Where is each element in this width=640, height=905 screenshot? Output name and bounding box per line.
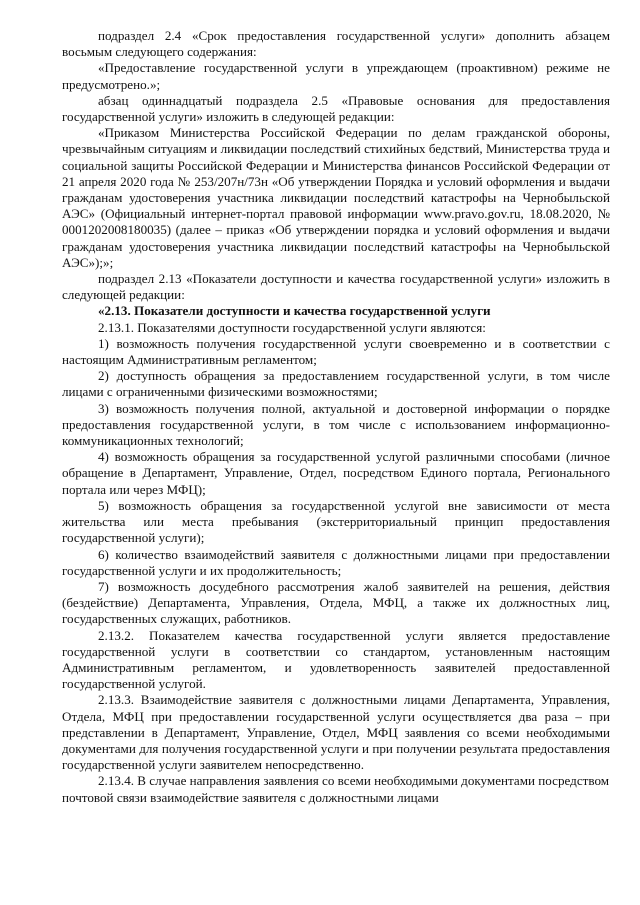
paragraph-2-4: подраздел 2.4 «Срок предоставления государственной услуги» дополнить абзацем восьмым следующего содержания:	[62, 28, 610, 60]
list-item: 3) возможность получения полной, актуальной и достоверной информации о порядке предоставления государственной услуги, в том числе с использованием информационно-коммуникационных технологий;	[62, 400, 610, 449]
list-item: 5) возможность обращения за государственной услугой вне зависимости от места жительства или места пребывания (экстерриториальный принцип предоставления государственной услуги);	[62, 497, 610, 546]
document-page	[62, 28, 610, 806]
item-2-13-4: 2.13.4. В случае направления заявления со всеми необходимыми документами посредством почтовой связи взаимодействие заявителя с должностными лицами	[62, 773, 610, 805]
paragraph-2-13-intro: подраздел 2.13 «Показатели доступности и качества государственной услуги» изложить в следующей редакции:	[62, 271, 610, 303]
item-2-13-2: 2.13.2. Показателем качества государственной услуги является предоставление государственной услуги в соответствии со стандартом, установленным настоящим Административным регламентом, и удовлетворенность заявителей предоставленной государственной услугой.	[62, 627, 610, 692]
list-item: 7) возможность досудебного рассмотрения жалоб заявителей на решения, действия (бездействие) Департамента, Управления, Отдела, МФЦ, а также их должностных лиц, государственных служащих, работников.	[62, 578, 610, 627]
section-heading: «2.13. Показатели доступности и качества государственной услуги	[98, 303, 491, 319]
list-item: 6) количество взаимодействий заявителя с должностными лицами при предоставлении государственной услуги и их продолжительность;	[62, 546, 610, 578]
list-item: 1) возможность получения государственной услуги своевременно и в соответствии с настоящим Административным регламентом;	[62, 335, 610, 368]
paragraph-quote-proactive: «Предоставление государственной услуги в упреждающем (проактивном) режиме не предусмотрено.»;	[62, 60, 610, 92]
paragraph-2-5: абзац одиннадцатый подраздела 2.5 «Правовые основания для предоставления государственной услуги» изложить в следующей редакции:	[62, 92, 610, 125]
paragraph-quote-order: «Приказом Министерства Российской Федерации по делам гражданской обороны, чрезвычайным ситуациям и ликвидации последствий стихийных бедствий, Министерства труда и социальной защиты Российской Федерации и Министерства финансов Российской Федерации от 21 апреля 2020 года № 253/207н/73н «Об утверждении Порядка и условий оформления и выдачи гражданам удостоверения участника ликвидации последствий катастрофы на Чернобыльской АЭС» (Официальный интернет-портал правовой информации www.pravo.gov.ru, 18.08.2020, № 0001202008180035) (далее – приказ «Об утверждении порядка и условий оформления и выдачи гражданам удостоверения участника ликвидации последствий катастрофы на Чернобыльской АЭС»);»;	[62, 125, 610, 270]
list-item: 4) возможность обращения за государственной услугой различными способами (личное обращение в Департамент, Управление, Отдел, посредством Единого портала, Регионального портала или через МФЦ);	[62, 449, 610, 497]
list-item: 2) доступность обращения за предоставлением государственной услуги, в том числе лицами с ограниченными физическими возможностями;	[62, 368, 610, 400]
item-2-13-1: 2.13.1. Показателями доступности государственной услуги являются:	[98, 319, 486, 335]
item-2-13-3: 2.13.3. Взаимодействие заявителя с должностными лицами Департамента, Управления, Отдела, МФЦ при предоставлении государственной услуги осуществляется два раза – при представлении в Департамент, Управление, Отдел, МФЦ заявления со всеми необходимыми документами для получения государственной услуги и при получении результата предоставления государственной услуги заявителем непосредственно.	[62, 692, 610, 773]
